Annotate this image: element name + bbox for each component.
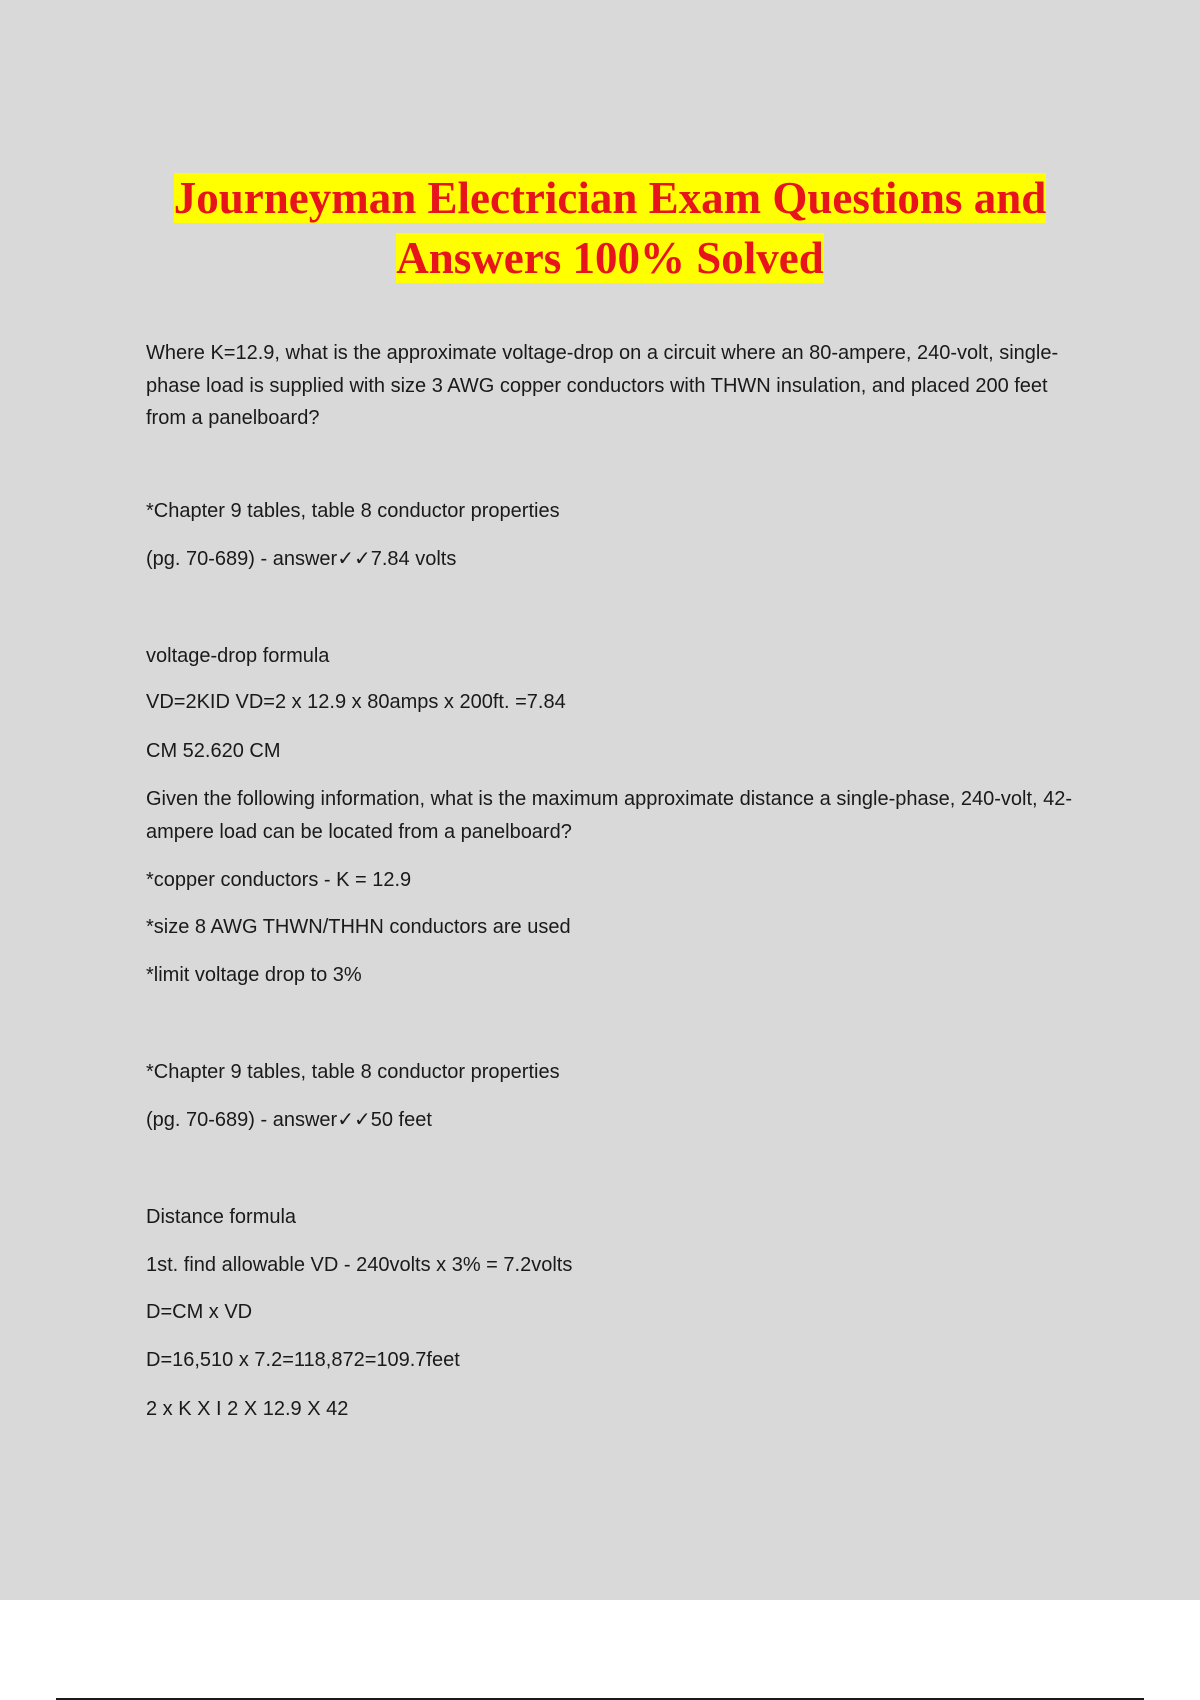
q2-question: Given the following information, what is the maximum approximate distance a single-phase, 240-volt, 42-ampere load can be located from a panelboard? <box>146 788 1073 843</box>
q2-step-4: 2 x K X I 2 X 12.9 X 42 <box>146 1397 349 1420</box>
title-line-1: Journeyman Electrician Exam Questions and <box>173 173 1047 223</box>
q1-formula-title: voltage-drop formula <box>146 644 330 667</box>
document-body <box>146 337 1076 1425</box>
q1-reference: *Chapter 9 tables, table 8 conductor properties <box>146 499 560 522</box>
q2-given-3: *limit voltage drop to 3% <box>146 964 362 986</box>
q2-step-2: D=CM x VD <box>146 1300 253 1323</box>
q1-question: Where K=12.9, what is the approximate voltage-drop on a circuit where an 80-ampere, 240-volt, single-phase load is supplied with size 3 AWG copper conductors with THWN insulation, and placed 200 feet from a panelboard? <box>146 342 1059 429</box>
q2-step-3: D=16,510 x 7.2=118,872=109.7feet <box>146 1349 460 1371</box>
q2-answer: (pg. 70-689) - answer✓✓50 feet <box>146 1109 432 1131</box>
title-line-2: Answers 100% Solved <box>396 233 824 283</box>
q2-reference: *Chapter 9 tables, table 8 conductor properties <box>146 1060 560 1083</box>
q2-given-1: *copper conductors - K = 12.9 <box>146 869 412 891</box>
q1-answer: (pg. 70-689) - answer✓✓7.84 volts <box>146 548 457 570</box>
q2-formula-title: Distance formula <box>146 1205 297 1228</box>
q1-formula-line: VD=2KID VD=2 x 12.9 x 80amps x 200ft. =7.84 <box>146 691 566 713</box>
document-title <box>130 168 1090 288</box>
q1-cm-line: CM 52.620 CM <box>146 739 281 762</box>
q2-given-2: *size 8 AWG THWN/THHN conductors are used <box>146 915 571 938</box>
q2-step-1: 1st. find allowable VD - 240volts x 3% = 7.2volts <box>146 1254 573 1276</box>
